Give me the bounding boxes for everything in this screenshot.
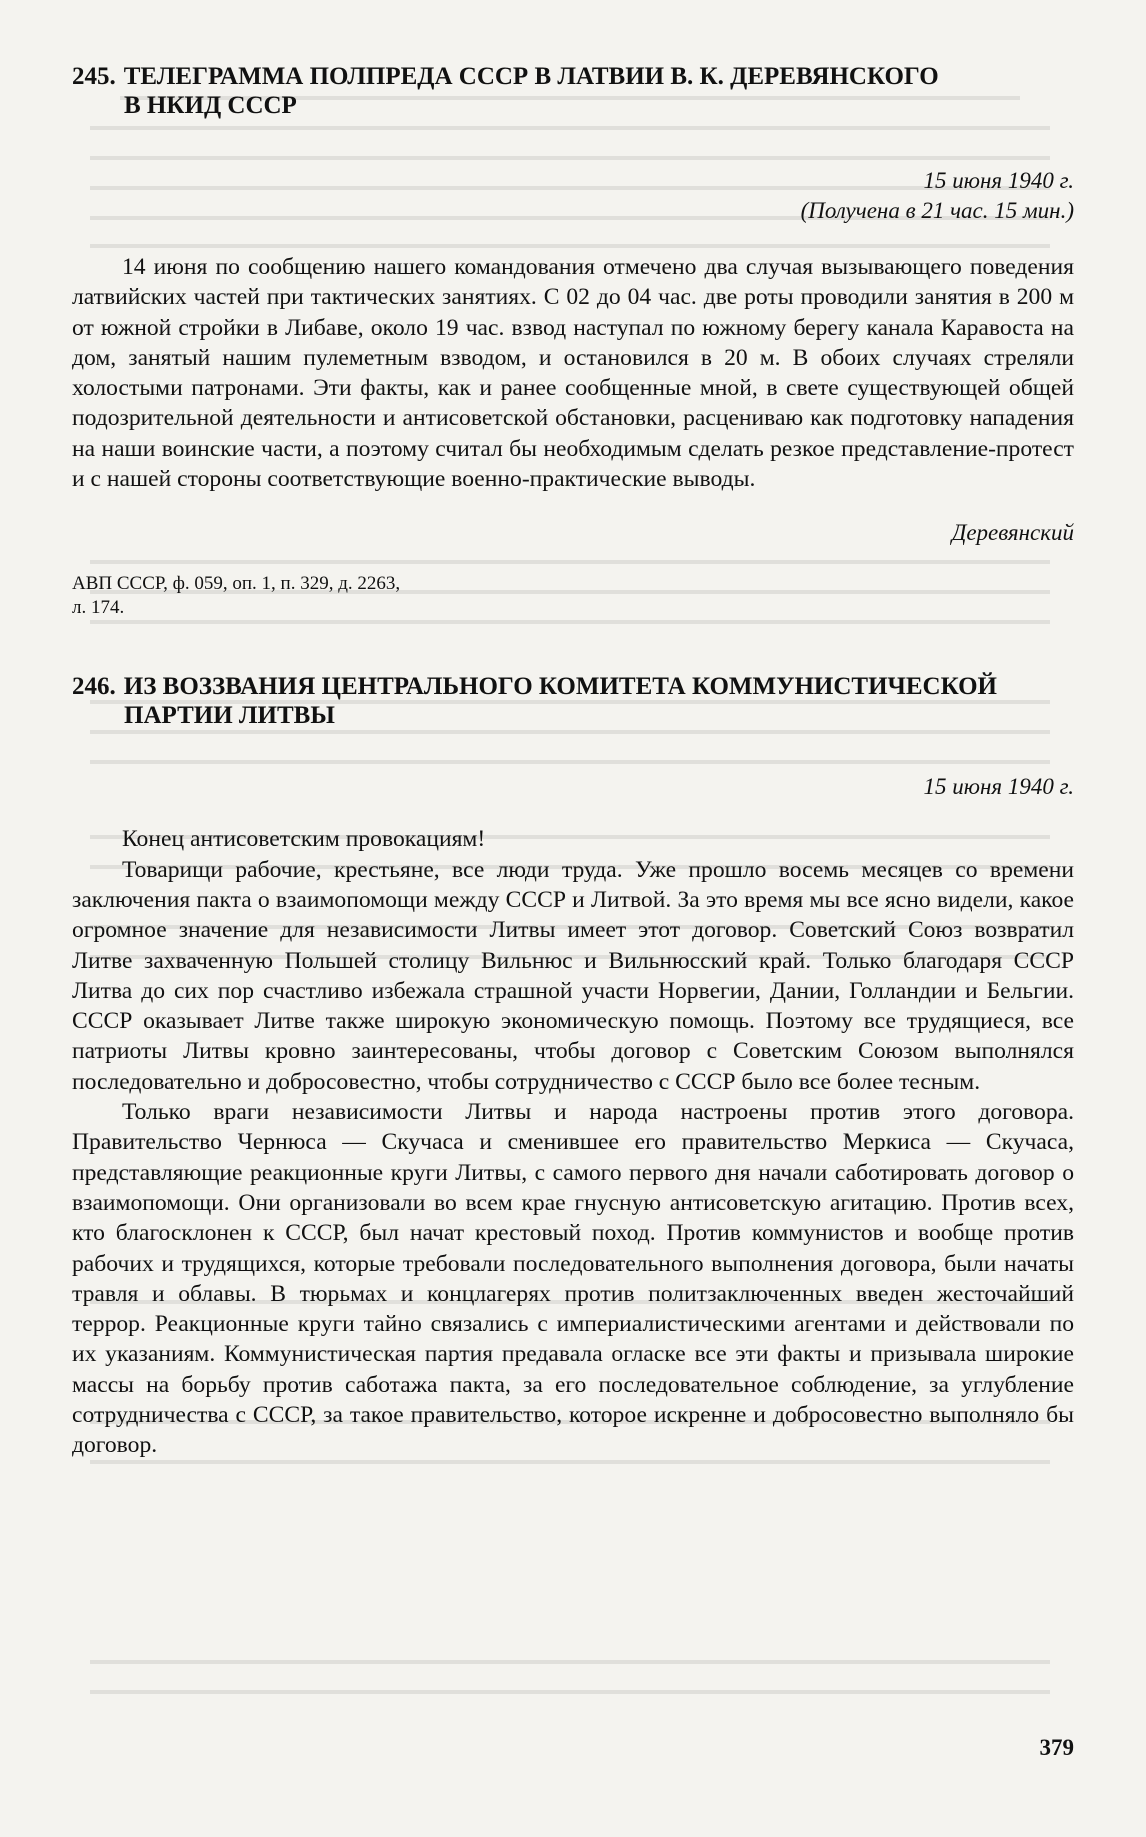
document-245-title-line1: ТЕЛЕГРАММА ПОЛПРЕДА СССР В ЛАТВИИ В. К. ДЕРЕВЯНСКОГО — [123, 63, 939, 90]
page-number: 379 — [1039, 1735, 1074, 1760]
document-245-body: 14 июня по сообщению нашего командования отмечено два случая вызывающего поведения латвийских частей при тактических занятиях. С 02 до 04 час. две роты проводили занятия в 200 м от южной стройки в Либаве, около 19 час. взвод наступал по южному берегу канала Каравоста на дом, занятый нашим пулеметным взводом, и остановился в 20 м. В обоих случаях стреляли холостыми патронами. Эти факты, как и ранее сообщенные мной, в свете существующей общей подозрительной деятельности и антисоветской обстановки, расцениваю как подготовку нападения на наши воинские части, а поэтому считал бы необходимым сделать резкое представление-протест и с нашей стороны соответствующие военно-практические выводы. — [72, 254, 1074, 493]
document-246-title — [72, 672, 1074, 730]
document-246-date: 15 июня 1940 г. — [923, 774, 1074, 800]
document-246-paragraph-2: Только враги независимости Литвы и народа настроены против этого договора. Правительство Чернюса — Скучаса и сменившее его правительство Меркиса — Скучаса, представляющие реакционные круги Литвы, с самого первого дня начали саботировать договор о взаимопомощи. Они организовали во всем крае гнусную антисоветскую агитацию. Против всех, кто благосклонен к СССР, был начат крестовый поход. Против коммунистов и вообще против рабочих и трудящихся, которые требовали последовательного выполнения договора, были начаты травля и облавы. В тюрьмах и концлагерях против политзаключенных введен жесточайший террор. Реакционные круги тайно связались с империалистическими агентами и действовали по их указаниям. Коммунистическая партия предавала огласке все эти факты и призывала широкие массы на борьбу против саботажа пакта, за его последовательное соблюдение, за углубление сотрудничества с СССР, за такое правительство, которое искренне и добросовестно выполняло бы договор. — [72, 1099, 1074, 1459]
document-245-received-time: (Получена в 21 час. 15 мин.) — [800, 198, 1074, 223]
document-245-number: 245. — [72, 63, 116, 90]
document-246 — [72, 672, 1074, 1460]
document-246-slogan: Конец антисоветским провокациям! — [122, 826, 486, 853]
document-245-title-line2: В НКИД СССР — [124, 92, 297, 119]
document-246-title-line2: ПАРТИИ ЛИТВЫ — [124, 702, 335, 730]
document-246-number: 246. — [72, 673, 116, 701]
document-246-paragraph-1: Товарищи рабочие, крестьяне, все люди труда. Уже прошло восемь месяцев со времени заключения пакта о взаимопомощи между СССР и Литвой. За это время мы все ясно видели, какое огромное значение для независимости Литвы имеет этот договор. Советский Союз возвратил Литве захваченную Польшей столицу Вильнюс и Вильнюсский край. Только благодаря СССР Литва до сих пор счастливо избежала страшной участи Норвегии, Дании, Голландии и Бельгии. СССР оказывает Литве также широкую экономическую помощь. Поэтому все трудящиеся, все патриоты Литвы кровно заинтересованы, чтобы договор с Советским Союзом выполнялся последовательно и добросовестно, чтобы сотрудничество с СССР было все более тесным. — [72, 856, 1074, 1095]
document-246-title-line1: ИЗ ВОЗЗВАНИЯ ЦЕНТРАЛЬНОГО КОМИТЕТА КОММУНИСТИЧЕСКОЙ — [123, 673, 998, 701]
document-245-archive-reference: АВП СССР, ф. 059, оп. 1, п. 329, д. 2263, л. 174. — [72, 573, 401, 619]
document-245 — [72, 62, 1074, 620]
document-245-signature: Деревянский — [951, 520, 1074, 546]
document-245-title — [72, 62, 1074, 120]
page-content — [72, 62, 1074, 1461]
document-245-date: 15 июня 1940 г. — [923, 168, 1074, 193]
